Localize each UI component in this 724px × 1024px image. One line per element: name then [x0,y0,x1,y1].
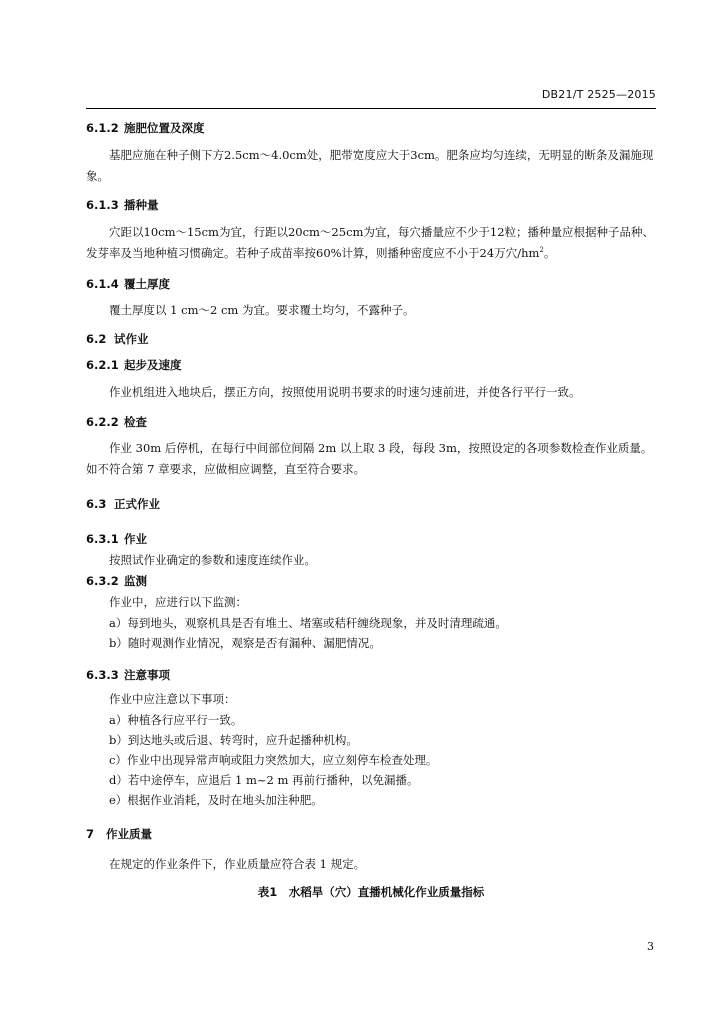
heading-6-3-2 [86,573,656,589]
heading-number: 6.2.2 [86,415,119,429]
heading-6-2-1 [86,357,656,373]
heading-6-2-2 [86,414,656,430]
superscript: 2 [539,246,544,255]
list-item: d）若中途停车，应退后 1 m~2 m 再前行播种，以免漏播。 [109,773,419,787]
heading-title: 正式作业 [114,497,160,511]
page-number: 3 [647,940,654,953]
paragraph-end: 。 [543,246,556,260]
heading-number: 6.3 [86,497,107,511]
header-rule [86,108,656,109]
heading-6-3 [86,496,656,512]
heading-title: 检查 [124,415,147,429]
heading-title: 试作业 [114,332,149,346]
list-item: a）每到地头，观察机具是否有堆土、堵塞或秸秆缠绕现象，并及时清理疏通。 [109,616,507,630]
heading-6-3-1 [86,531,656,547]
heading-title: 施肥位置及深度 [124,121,205,135]
heading-6-1-2 [86,120,656,136]
heading-number: 6.2 [86,332,107,346]
heading-6-1-4 [86,276,656,292]
paragraph-6-2-1: 作业机组进入地块后，摆正方向，按照使用说明书要求的时速匀速前进，并使各行平行一致。 [109,385,581,399]
paragraph-6-1-4: 覆土厚度以 1 cm～2 cm 为宜。要求覆土均匀，不露种子。 [109,303,415,317]
heading-title: 覆土厚度 [124,277,170,291]
doc-code: DB21/T 2525—2015 [541,88,656,101]
heading-title: 监测 [124,574,147,588]
heading-7 [86,826,656,842]
heading-number: 6.1.3 [86,198,119,212]
heading-number: 6.3.2 [86,574,119,588]
paragraph-6-1-2: 基肥应施在种子侧下方2.5cm～4.0cm处，肥带宽度应大于3cm。肥条应均匀连续，无明显的断条及漏施现象。 [86,148,654,183]
heading-number: 6.1.4 [86,277,119,291]
list-item: c）作业中出现异常声响或阻力突然加大，应立刻停车检查处理。 [109,753,438,767]
paragraph-text: 穴距以10cm～15cm为宜，行距以20cm～25cm为宜，每穴播量应不少于12粒；播种量应根据种子品种、发芽率及当地种植习惯确定。若种子成苗率按60%计算，则播种密度应不小于24万穴/hm [86,225,655,260]
heading-number: 6.2.1 [86,358,119,372]
heading-title: 播种量 [124,198,159,212]
heading-title: 注意事项 [124,668,170,682]
list-item: b）随时观测作业情况，观察是否有漏种、漏肥情况。 [109,636,381,650]
paragraph-6-3-1: 按照试作业确定的参数和速度连续作业。 [109,553,316,567]
paragraph-6-1-3 [86,222,656,264]
table-caption: 表1 水稻旱（穴）直播机械化作业质量指标 [257,885,485,899]
heading-6-3-3 [86,667,656,683]
heading-number: 6.3.1 [86,532,119,546]
heading-6-2 [86,331,656,347]
heading-title: 作业质量 [106,827,152,841]
heading-title: 起步及速度 [124,358,182,372]
heading-title: 作业 [124,532,147,546]
heading-number: 7 [86,827,95,841]
heading-6-1-3 [86,197,656,213]
paragraph-6-2-2: 作业 30m 后停机，在每行中间部位间隔 2m 以上取 3 段，每段 3m，按照设定的各项参数检查作业质量。如不符合第 7 章要求，应做相应调整，直至符合要求。 [86,441,653,476]
paragraph-7: 在规定的作业条件下，作业质量应符合表 1 规定。 [109,857,366,871]
list-item: b）到达地头或后退、转弯时，应升起播种机构。 [109,733,358,747]
paragraph-6-3-2-intro: 作业中，应进行以下监测： [109,595,247,609]
list-item: a）种植各行应平行一致。 [109,713,243,727]
heading-number: 6.1.2 [86,121,119,135]
heading-number: 6.3.3 [86,668,119,682]
list-item: e）根据作业消耗，及时在地头加注种肥。 [109,793,323,807]
paragraph-6-3-3-intro: 作业中应注意以下事项： [109,692,236,706]
content [86,118,656,900]
